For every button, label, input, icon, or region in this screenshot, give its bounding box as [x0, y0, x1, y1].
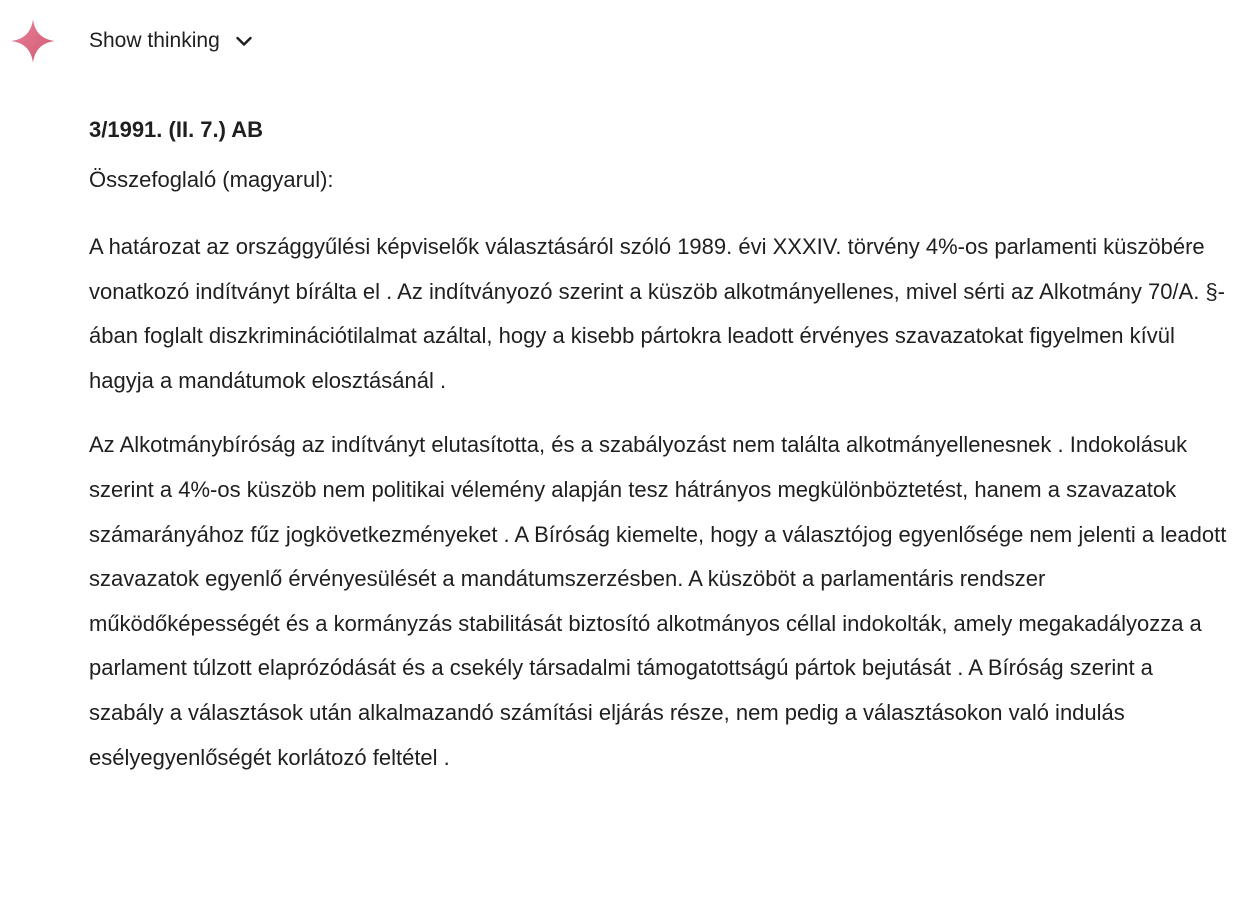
response-header — [10, 18, 254, 64]
show-thinking-button[interactable] — [89, 29, 254, 53]
sparkle-icon — [10, 18, 56, 64]
summary-paragraph-2: Az Alkotmánybíróság az indítványt elutasította, és a szabályozást nem találta alkotmányellenesnek . Indokolásuk szerint a 4%-os küszöb nem politikai vélemény alapján tesz hátrányos megkülönböztetést, hanem a szavazatok számarányához fűz jogkövetkezményeket . A Bíróság kiemelte, hogy a választójog egyenlősége nem jelenti a leadott szavazatok egyenlő érvényesülését a mandátumszerzésben. A küszöböt a parlamentáris rendszer működőképességét és a kormányzás stabilitását biztosító alkotmányos céllal indokolták, amely megakadályozza a parlament túlzott elaprózódását és a csekély társadalmi támogatottságú pártok bejutását . A Bíróság szerint a szabály a választások után alkalmazandó számítási eljárás része, nem pedig a választásokon való indulás esélyegyenlőségét korlátozó feltétel . — [89, 432, 1227, 770]
summary-paragraph-1: A határozat az országgyűlési képviselők választásáról szóló 1989. évi XXXIV. törvény 4%-os parlamenti küszöbére vonatkozó indítványt bírálta el . Az indítványozó szerint a küszöb alkotmányellenes, mivel sérti az Alkotmány 70/A. §-ában foglalt diszkriminációtilalmat azáltal, hogy a kisebb pártokra leadott érvényes szavazatokat figyelmen kívül hagyja a mandátumok elosztásánál . — [89, 234, 1226, 393]
chevron-down-icon — [234, 31, 254, 51]
show-thinking-label: Show thinking — [89, 29, 220, 52]
document-title: 3/1991. (II. 7.) AB — [89, 117, 264, 142]
response-content — [89, 108, 1229, 780]
document-subtitle: Összefoglaló (magyarul): — [89, 167, 334, 192]
